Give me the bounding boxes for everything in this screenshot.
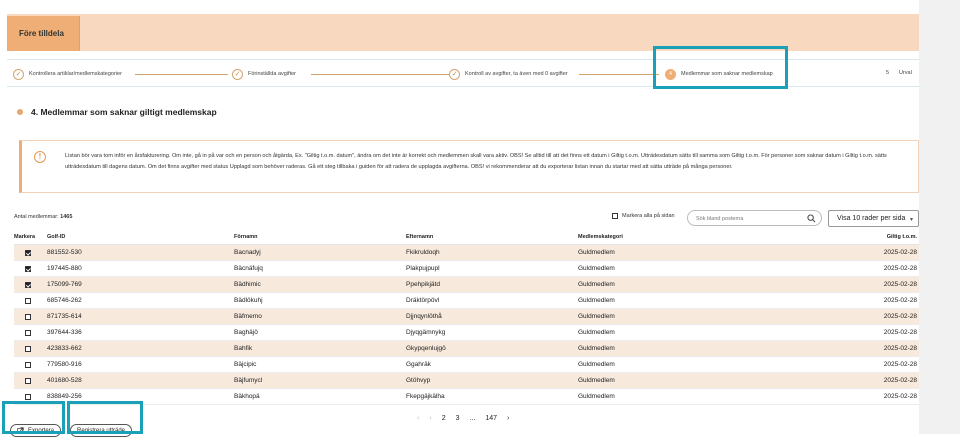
col-golf-id[interactable]: Golf-ID [47, 233, 66, 240]
cell-category: Guldmedlem [578, 265, 615, 272]
member-count [14, 214, 72, 220]
cell-first-name: Baghäjö [234, 329, 258, 336]
cell-first-name: Bäjfumycl [234, 377, 263, 384]
step-3-label: Kontroll av avgifter, ta även med 0 avgifter [465, 71, 568, 77]
step-4-label: Medlemmar som saknar medlemskap [681, 71, 773, 77]
cell-valid-until: 2025-02-28 [883, 393, 917, 400]
row-mark-cell [14, 362, 47, 368]
register-exit-label: Registrera utträde [77, 427, 126, 434]
page-title: 4. Medlemmar som saknar giltigt medlemskap [31, 107, 217, 117]
cell-golf-id: 779580-916 [47, 361, 82, 368]
row-mark-cell [14, 250, 47, 256]
row-checkbox[interactable] [25, 282, 31, 288]
cell-valid-until: 2025-02-28 [883, 265, 917, 272]
cell-valid-until: 2025-02-28 [883, 297, 917, 304]
row-mark-cell [14, 330, 47, 336]
row-mark-cell [14, 298, 47, 304]
wizard-panel [7, 12, 919, 434]
cell-first-name: Bäfmemo [234, 313, 262, 320]
step-2-label: Förinställda avgifter [248, 71, 296, 77]
cell-category: Guldmedlem [578, 377, 615, 384]
rows-per-page-select[interactable] [828, 210, 919, 227]
cell-category: Guldmedlem [578, 329, 615, 336]
table-row[interactable] [14, 245, 919, 261]
row-checkbox[interactable] [25, 330, 31, 336]
select-all-label: Markera alla på sidan [622, 213, 675, 219]
cell-first-name: Bäjcipic [234, 361, 257, 368]
tab-fore-tilldela[interactable] [7, 16, 80, 51]
chevron-down-icon: ▾ [909, 217, 913, 223]
cell-last-name: Djjnqynlöthå [406, 313, 442, 320]
cell-golf-id: 871735-614 [47, 313, 82, 320]
table-row[interactable] [14, 389, 919, 405]
first-page-button[interactable]: ‹ [417, 415, 420, 422]
member-count-value: 1465 [60, 214, 73, 220]
pagination [417, 415, 519, 422]
export-label: Exportera [28, 427, 55, 434]
select-all-on-page[interactable] [608, 213, 675, 219]
row-mark-cell [14, 394, 47, 400]
table-row[interactable] [14, 357, 919, 373]
cell-last-name: Gkypqenlujgö [406, 345, 446, 352]
step-5-number: 5 [886, 70, 890, 76]
step-1-label: Kontrollera artiklar/medlemskategorier [29, 71, 122, 77]
row-checkbox[interactable] [25, 346, 31, 352]
search-input[interactable] [696, 214, 806, 223]
row-mark-cell [14, 266, 47, 272]
row-checkbox[interactable] [25, 298, 31, 304]
row-checkbox[interactable] [25, 314, 31, 320]
tab-label: Före tilldela [19, 29, 64, 38]
row-mark-cell [14, 346, 47, 352]
cell-last-name: Gtöhvyp [406, 377, 431, 384]
row-checkbox[interactable] [25, 394, 31, 400]
focus-highlight-step [653, 46, 788, 89]
check-icon: ✓ [13, 69, 24, 80]
page-3-button[interactable]: 3 [455, 415, 460, 422]
row-checkbox[interactable] [25, 378, 31, 384]
bullet-dot-icon [17, 109, 23, 115]
row-mark-cell [14, 314, 47, 320]
table-row[interactable] [14, 293, 919, 309]
cell-category: Guldmedlem [578, 297, 615, 304]
step-5-label[interactable]: Urval [899, 70, 912, 76]
page-2-button[interactable]: 2 [441, 415, 446, 422]
rows-per-page-value: Visa 10 rader per sida [837, 215, 906, 222]
cell-first-name: Bacnadyj [234, 249, 261, 256]
last-page-button[interactable]: 147 [485, 415, 498, 422]
next-page-button[interactable]: › [507, 415, 510, 422]
cell-first-name: Bädlökuhj [234, 297, 263, 304]
cell-last-name: Dräktörpövl [406, 297, 440, 304]
cell-golf-id: 881552-530 [47, 249, 82, 256]
current-step-marker: 4 [665, 69, 676, 80]
page-gutter [919, 0, 960, 434]
cell-golf-id: 838849-256 [47, 393, 82, 400]
step-connector [311, 74, 449, 75]
cell-last-name: Plakpujpupl [406, 265, 440, 272]
cell-valid-until: 2025-02-28 [883, 313, 917, 320]
info-alert [19, 140, 919, 193]
table-row[interactable] [14, 277, 919, 293]
section-heading [17, 107, 217, 117]
check-icon: ✓ [232, 69, 243, 80]
col-mark: Markera [14, 233, 36, 240]
cell-last-name: Fkepgäjkälha [406, 393, 445, 400]
cell-first-name: Bäkhopä [234, 393, 260, 400]
cell-category: Guldmedlem [578, 345, 615, 352]
step-1[interactable] [13, 67, 122, 81]
cell-category: Guldmedlem [578, 313, 615, 320]
cell-golf-id: 401680-528 [47, 377, 82, 384]
cell-valid-until: 2025-02-28 [883, 345, 917, 352]
search-box[interactable] [687, 210, 822, 226]
step-connector [579, 74, 659, 75]
table-row[interactable] [14, 309, 919, 325]
col-last-name[interactable]: Efternamn [406, 233, 434, 240]
cell-golf-id: 197445-880 [47, 265, 82, 272]
cell-golf-id: 423833-662 [47, 345, 82, 352]
table-row[interactable] [14, 341, 919, 357]
member-count-label: Antal medlemmar: [14, 214, 59, 220]
row-checkbox[interactable] [25, 362, 31, 368]
cell-category: Guldmedlem [578, 281, 615, 288]
row-mark-cell [14, 282, 47, 288]
alert-text: Listan bör vara tom inför en årsfakturering. Om inte, gå in på var och en person och åtgärda, Ex. "Giltig t.o.m. datum", ändra om det inte är korrekt och medlemmen skall vara aktiv. OBS! Se alltid till att det finns ett datum i Giltig t.o.m. Utträdesdatum sätts till samma som Giltig t.o.m. För personer som saknar datum i Giltig t.o.m. sätts utträdesdatum till dagens datum. Om det finns avgifter med status Upplagd som behöver raderas. Gå ett steg tillbaka i guiden för att radera de upplagda avgifterna. OBS! vi rekommenderar att du exporterar listan innan du startar med att sätta utträde på många personer. [65, 153, 887, 170]
table-row[interactable] [14, 373, 919, 389]
members-table [14, 229, 919, 405]
col-first-name[interactable]: Förnamn [234, 233, 258, 240]
focus-highlight-export [2, 401, 65, 434]
cell-golf-id: 685746-262 [47, 297, 82, 304]
row-checkbox[interactable] [25, 266, 31, 272]
cell-golf-id: 397644-336 [47, 329, 82, 336]
cell-category: Guldmedlem [578, 361, 615, 368]
table-header [14, 229, 919, 245]
cell-last-name: Ggahräk [406, 361, 431, 368]
cell-first-name: Bäcnäfujq [234, 265, 263, 272]
row-checkbox[interactable] [25, 250, 31, 256]
check-icon: ✓ [449, 69, 460, 80]
table-body [14, 245, 919, 405]
cell-valid-until: 2025-02-28 [883, 249, 917, 256]
pagination-ellipsis: ... [469, 415, 476, 422]
cell-last-name: Fkikruldoqh [406, 249, 440, 256]
focus-highlight-register [67, 401, 143, 434]
step-2[interactable] [232, 67, 296, 81]
col-category[interactable]: Medlemskategori [578, 233, 623, 240]
step-3[interactable] [449, 67, 568, 81]
row-mark-cell [14, 378, 47, 384]
cell-first-name: Bädhimic [234, 281, 261, 288]
col-valid-until[interactable]: Giltig t.o.m. [886, 233, 917, 240]
table-row[interactable] [14, 325, 919, 341]
cell-valid-until: 2025-02-28 [883, 329, 917, 336]
cell-valid-until: 2025-02-28 [883, 377, 917, 384]
select-all-checkbox[interactable] [612, 213, 618, 219]
cell-category: Guldmedlem [578, 249, 615, 256]
exclamation-circle-icon: ! [34, 151, 46, 163]
cell-last-name: Djyqgämnykg [406, 329, 446, 336]
table-row[interactable] [14, 261, 919, 277]
cell-golf-id: 175099-769 [47, 281, 82, 288]
step-connector [135, 74, 228, 75]
cell-last-name: Ppehpikjätd [406, 281, 440, 288]
cell-category: Guldmedlem [578, 393, 615, 400]
cell-valid-until: 2025-02-28 [883, 281, 917, 288]
cell-valid-until: 2025-02-28 [883, 361, 917, 368]
cell-first-name: Bahfik [234, 345, 253, 352]
search-icon[interactable] [807, 214, 816, 223]
prev-page-button[interactable]: ‹ [429, 415, 432, 422]
